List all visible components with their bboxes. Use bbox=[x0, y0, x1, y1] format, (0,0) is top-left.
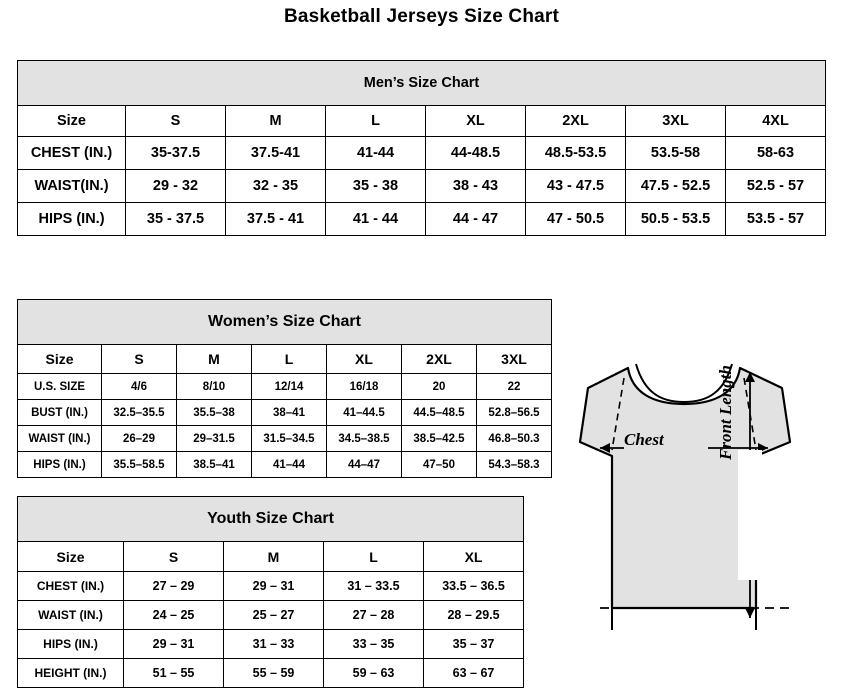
column-header: Size bbox=[18, 106, 126, 137]
column-header: L bbox=[324, 542, 424, 572]
table-cell: 41–44.5 bbox=[327, 400, 402, 426]
row-label: HIPS (IN.) bbox=[18, 630, 124, 659]
column-header: S bbox=[102, 345, 177, 374]
column-header: 2XL bbox=[402, 345, 477, 374]
table-cell: 47.5 - 52.5 bbox=[626, 170, 726, 203]
table-cell: 29 – 31 bbox=[124, 630, 224, 659]
column-header: 3XL bbox=[477, 345, 552, 374]
table-cell: 8/10 bbox=[177, 374, 252, 400]
column-header: S bbox=[124, 542, 224, 572]
table-cell: 51 – 55 bbox=[124, 659, 224, 688]
jersey-measurement-diagram bbox=[540, 330, 840, 670]
row-label: WAIST(IN.) bbox=[18, 170, 126, 203]
column-header: M bbox=[177, 345, 252, 374]
table-cell: 34.5–38.5 bbox=[327, 426, 402, 452]
table-cell: 33 – 35 bbox=[324, 630, 424, 659]
table-cell: 46.8–50.3 bbox=[477, 426, 552, 452]
table-cell: 24 – 25 bbox=[124, 601, 224, 630]
table-row bbox=[18, 601, 524, 630]
table-cell: 29 - 32 bbox=[126, 170, 226, 203]
table-header-row bbox=[18, 106, 826, 137]
table-cell: 27 – 28 bbox=[324, 601, 424, 630]
table-row bbox=[18, 400, 552, 426]
column-header: M bbox=[226, 106, 326, 137]
table-cell: 50.5 - 53.5 bbox=[626, 203, 726, 236]
table-cell: 4/6 bbox=[102, 374, 177, 400]
table-cell: 53.5-58 bbox=[626, 137, 726, 170]
table-cell: 41 - 44 bbox=[326, 203, 426, 236]
table-cell: 35 – 37 bbox=[424, 630, 524, 659]
column-header: L bbox=[326, 106, 426, 137]
table-cell: 59 – 63 bbox=[324, 659, 424, 688]
table-row bbox=[18, 452, 552, 478]
row-label: CHEST (IN.) bbox=[18, 572, 124, 601]
table-cell: 27 – 29 bbox=[124, 572, 224, 601]
table-caption-row bbox=[18, 300, 552, 345]
page-title: Basketball Jerseys Size Chart bbox=[283, 6, 560, 27]
table-header-row bbox=[18, 345, 552, 374]
table-cell: 44.5–48.5 bbox=[402, 400, 477, 426]
table-caption-row bbox=[18, 497, 524, 542]
table-cell: 37.5-41 bbox=[226, 137, 326, 170]
table-cell: 44 - 47 bbox=[426, 203, 526, 236]
table-row bbox=[18, 203, 826, 236]
mens-caption: Men’s Size Chart bbox=[18, 61, 826, 106]
table-cell: 55 – 59 bbox=[224, 659, 324, 688]
table-caption-row bbox=[18, 61, 826, 106]
table-cell: 32 - 35 bbox=[226, 170, 326, 203]
row-label: CHEST (IN.) bbox=[18, 137, 126, 170]
table-cell: 53.5 - 57 bbox=[726, 203, 826, 236]
table-cell: 29–31.5 bbox=[177, 426, 252, 452]
table-row bbox=[18, 659, 524, 688]
table-cell: 58-63 bbox=[726, 137, 826, 170]
front-length-measure-label: Front Length bbox=[716, 365, 735, 460]
column-header: Size bbox=[18, 345, 102, 374]
table-cell: 47–50 bbox=[402, 452, 477, 478]
column-header: XL bbox=[424, 542, 524, 572]
column-header: Size bbox=[18, 542, 124, 572]
table-cell: 26–29 bbox=[102, 426, 177, 452]
column-header: XL bbox=[327, 345, 402, 374]
table-cell: 12/14 bbox=[252, 374, 327, 400]
mens-size-chart-table bbox=[17, 60, 826, 236]
table-cell: 63 – 67 bbox=[424, 659, 524, 688]
row-label: HEIGHT (IN.) bbox=[18, 659, 124, 688]
table-row bbox=[18, 630, 524, 659]
column-header: L bbox=[252, 345, 327, 374]
table-row bbox=[18, 137, 826, 170]
table-cell: 25 – 27 bbox=[224, 601, 324, 630]
table-cell: 38.5–42.5 bbox=[402, 426, 477, 452]
table-cell: 38.5–41 bbox=[177, 452, 252, 478]
table-cell: 33.5 – 36.5 bbox=[424, 572, 524, 601]
column-header: 4XL bbox=[726, 106, 826, 137]
table-cell: 44-48.5 bbox=[426, 137, 526, 170]
table-cell: 48.5-53.5 bbox=[526, 137, 626, 170]
table-cell: 38–41 bbox=[252, 400, 327, 426]
table-cell: 35.5–58.5 bbox=[102, 452, 177, 478]
table-cell: 35 - 37.5 bbox=[126, 203, 226, 236]
table-cell: 29 – 31 bbox=[224, 572, 324, 601]
table-cell: 52.5 - 57 bbox=[726, 170, 826, 203]
table-cell: 37.5 - 41 bbox=[226, 203, 326, 236]
column-header: 3XL bbox=[626, 106, 726, 137]
womens-caption: Women’s Size Chart bbox=[18, 300, 552, 345]
table-cell: 35-37.5 bbox=[126, 137, 226, 170]
row-label: HIPS (IN.) bbox=[18, 452, 102, 478]
table-cell: 32.5–35.5 bbox=[102, 400, 177, 426]
table-header-row bbox=[18, 542, 524, 572]
table-cell: 54.3–58.3 bbox=[477, 452, 552, 478]
table-cell: 44–47 bbox=[327, 452, 402, 478]
table-cell: 35 - 38 bbox=[326, 170, 426, 203]
table-cell: 38 - 43 bbox=[426, 170, 526, 203]
table-cell: 22 bbox=[477, 374, 552, 400]
table-cell: 20 bbox=[402, 374, 477, 400]
row-label: HIPS (IN.) bbox=[18, 203, 126, 236]
table-cell: 16/18 bbox=[327, 374, 402, 400]
table-cell: 31.5–34.5 bbox=[252, 426, 327, 452]
youth-caption: Youth Size Chart bbox=[18, 497, 524, 542]
table-row bbox=[18, 426, 552, 452]
table-cell: 47 - 50.5 bbox=[526, 203, 626, 236]
table-cell: 28 – 29.5 bbox=[424, 601, 524, 630]
table-cell: 31 – 33 bbox=[224, 630, 324, 659]
column-header: XL bbox=[426, 106, 526, 137]
row-label: WAIST (IN.) bbox=[18, 601, 124, 630]
row-label: WAIST (IN.) bbox=[18, 426, 102, 452]
column-header: 2XL bbox=[526, 106, 626, 137]
table-cell: 43 - 47.5 bbox=[526, 170, 626, 203]
table-cell: 41-44 bbox=[326, 137, 426, 170]
jersey-shirt-icon bbox=[540, 330, 840, 670]
column-header: M bbox=[224, 542, 324, 572]
table-row bbox=[18, 572, 524, 601]
chest-measure-label: Chest bbox=[624, 430, 664, 449]
row-label: BUST (IN.) bbox=[18, 400, 102, 426]
table-cell: 31 – 33.5 bbox=[324, 572, 424, 601]
row-label: U.S. SIZE bbox=[18, 374, 102, 400]
youth-size-chart-table bbox=[17, 496, 524, 688]
table-row bbox=[18, 374, 552, 400]
table-row bbox=[18, 170, 826, 203]
column-header: S bbox=[126, 106, 226, 137]
womens-size-chart-table bbox=[17, 299, 552, 478]
table-cell: 35.5–38 bbox=[177, 400, 252, 426]
table-cell: 41–44 bbox=[252, 452, 327, 478]
table-cell: 52.8–56.5 bbox=[477, 400, 552, 426]
